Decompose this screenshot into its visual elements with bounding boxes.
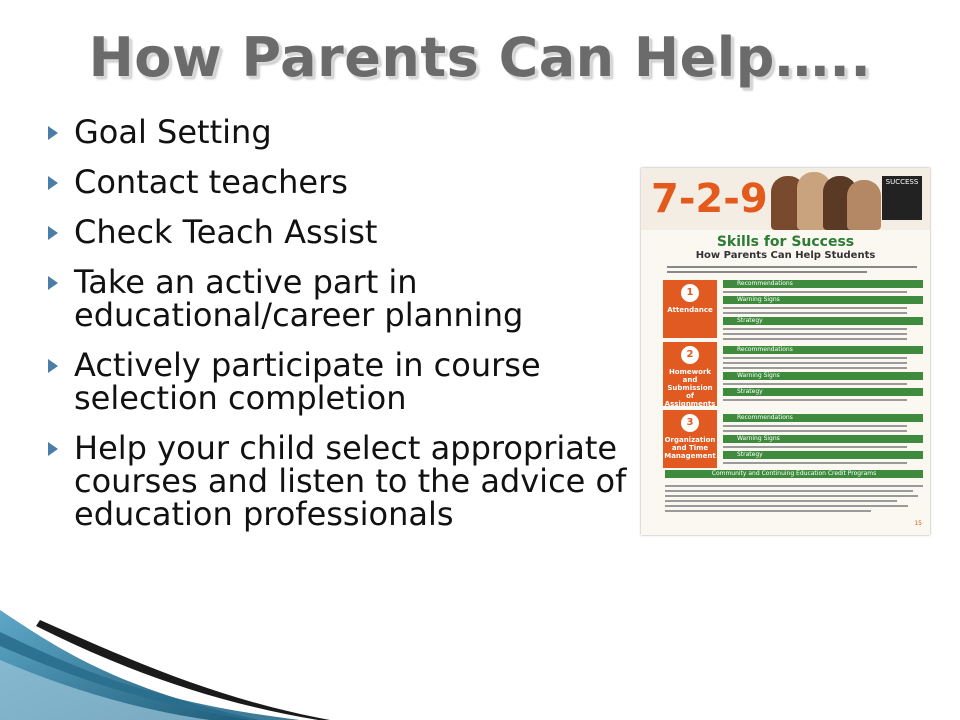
flyer-section-3: Recommendations Warning Signs Strategy (723, 412, 923, 467)
flyer-section-2: Recommendations Warning Signs Strategy (723, 344, 923, 404)
flyer-section-1: Recommendations Warning Signs Strategy (723, 278, 923, 343)
bullet-text: Check Teach Assist (74, 213, 378, 251)
bullet-text: Actively participate in course selection completion (74, 346, 541, 417)
skills-for-success-flyer-image (641, 168, 930, 535)
bullet-text: Contact teachers (74, 163, 348, 201)
bullet-item (46, 263, 636, 334)
bullet-item (46, 113, 636, 151)
bullet-item (46, 213, 636, 251)
flyer-panel-homework: 2 Homework and Submission of Assignments (663, 342, 717, 406)
flyer-panel-organization: 3 Organization and Time Management (663, 410, 717, 468)
bullet-item (46, 163, 636, 201)
flyer-programs-banner: Community and Continuing Education Credit Programs (665, 470, 923, 478)
students-photo (771, 168, 881, 230)
decorative-corner-swoosh (0, 590, 330, 720)
success-badge: SUCCESS (882, 176, 922, 220)
triangle-arrow-icon (48, 126, 58, 140)
flyer-page-number: 15 (914, 520, 922, 527)
bullet-item (46, 346, 636, 417)
flyer-intro-text (667, 266, 917, 276)
triangle-arrow-icon (48, 442, 58, 456)
bullet-item (46, 429, 636, 533)
bullet-list (46, 113, 636, 548)
flyer-big-number: 7-2-9 (651, 176, 768, 222)
triangle-arrow-icon (48, 176, 58, 190)
flyer-banner (641, 168, 930, 230)
triangle-arrow-icon (48, 276, 58, 290)
slide-title: How Parents Can Help….. (88, 26, 872, 89)
flyer-panel-attendance: 1 Attendance (663, 280, 717, 338)
flyer-subheading: How Parents Can Help Students (695, 250, 876, 261)
triangle-arrow-icon (48, 226, 58, 240)
flyer-heading: Skills for Success (716, 234, 855, 250)
bullet-text: Goal Setting (74, 113, 272, 151)
triangle-arrow-icon (48, 359, 58, 373)
flyer-programs-text (665, 482, 923, 515)
bullet-text: Help your child select appropriate courses and listen to the advice of education professionals (74, 429, 627, 533)
bullet-text: Take an active part in educational/career planning (74, 263, 524, 334)
